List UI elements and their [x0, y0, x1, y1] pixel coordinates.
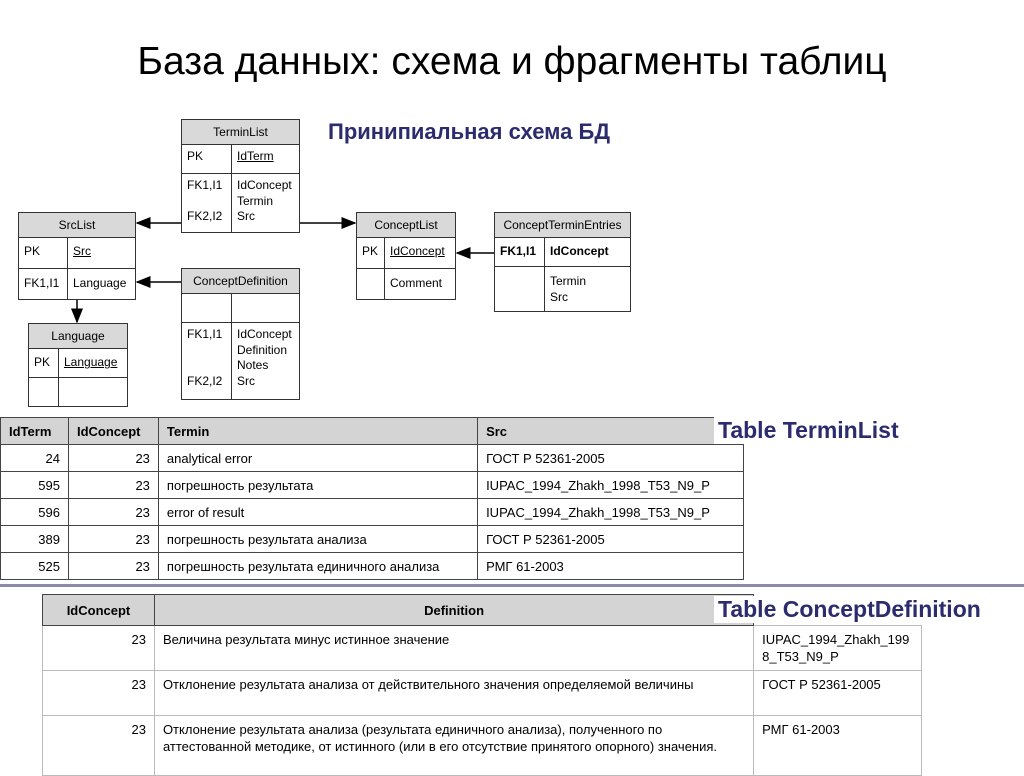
entity-language	[28, 323, 128, 407]
entity-terminlist-field: IdConcept	[237, 178, 292, 192]
entity-srclist-fk-key: FK1,I1	[24, 276, 60, 290]
table-cell: 23	[68, 499, 158, 526]
table-row	[1, 472, 744, 499]
entity-conceptdef-fk1-key: FK1,I1	[187, 327, 223, 341]
entity-language-pk-field: Language	[64, 355, 118, 369]
entity-terminlist-field: Src	[237, 209, 255, 223]
table-row	[1, 499, 744, 526]
table-cell: 24	[1, 445, 69, 472]
table-row	[43, 626, 922, 671]
terminlist-col-header: IdConcept	[68, 418, 158, 445]
divider-line	[0, 584, 1024, 587]
table-cell: Величина результата минус истинное значение	[154, 626, 753, 671]
entity-entries-field: Termin	[550, 274, 587, 288]
table-cell: IUPAC_1994_Zhakh_1998_T53_N9_P	[478, 472, 744, 499]
table-cell: IUPAC_1994_Zhakh_1998_T53_N9_P	[478, 499, 744, 526]
conceptdefinition-table-label: Table ConceptDefinition	[714, 596, 985, 623]
table-cell: 595	[1, 472, 69, 499]
table-cell: ГОСТ Р 52361-2005	[478, 445, 744, 472]
table-cell: IUPAC_1994_Zhakh_1998_T53_N9_P	[754, 626, 922, 671]
entity-conceptlist-field: Comment	[390, 276, 443, 290]
entity-srclist-name: SrcList	[19, 213, 135, 238]
table-cell: Отклонение результата анализа (результата единичного анализа), полученного по аттестованной методике, от истинного (или в его отсутствие принятого опорного) значения.	[154, 716, 753, 776]
table-row	[1, 445, 744, 472]
entity-conceptdefinition	[181, 268, 300, 400]
entity-conceptdef-name: ConceptDefinition	[182, 269, 299, 294]
table-cell: 23	[68, 445, 158, 472]
entity-terminlist-field: Termin	[237, 193, 274, 208]
entity-entries-pk-key: FK1,I1	[500, 244, 537, 258]
entity-concepttermin-entries	[494, 212, 631, 312]
table-cell: 23	[43, 716, 155, 776]
table-cell: Отклонение результата анализа от действительного значения определяемой величины	[154, 671, 753, 716]
terminlist-header-row	[1, 418, 744, 445]
entity-terminlist	[181, 119, 300, 233]
entity-conceptlist-pk-field: IdConcept	[390, 244, 445, 258]
entity-conceptdef-field: IdConcept	[237, 327, 292, 341]
terminlist-col-header: IdTerm	[1, 418, 69, 445]
table-row	[43, 671, 922, 716]
table-cell: 596	[1, 499, 69, 526]
terminlist-col-header: Termin	[158, 418, 477, 445]
table-cell: ГОСТ Р 52361-2005	[478, 526, 744, 553]
entity-conceptdef-field: Notes	[237, 358, 269, 372]
table-row	[1, 526, 744, 553]
table-cell: 23	[68, 472, 158, 499]
table-cell: 23	[43, 626, 155, 671]
table-cell: ГОСТ Р 52361-2005	[754, 671, 922, 716]
entity-srclist-pk-key: PK	[24, 244, 41, 258]
entity-conceptlist-pk-key: PK	[362, 244, 379, 258]
entity-srclist-pk-field: Src	[73, 244, 91, 258]
entity-conceptdef-fk2-key: FK2,I2	[187, 373, 223, 388]
entity-terminlist-fk1-key: FK1,I1	[187, 178, 223, 192]
entity-terminlist-name: TerminList	[182, 120, 299, 145]
entity-terminlist-pk-field: IdTerm	[237, 149, 274, 163]
entity-terminlist-pk-key: PK	[187, 149, 204, 163]
entity-entries-name: ConceptTerminEntries	[495, 213, 630, 238]
table-cell: 389	[1, 526, 69, 553]
conceptdef-col-header: IdConcept	[43, 595, 155, 626]
conceptdef-col-header: Definition	[154, 595, 753, 626]
terminlist-table	[0, 417, 744, 580]
entity-conceptlist	[356, 212, 456, 300]
table-cell: 23	[68, 526, 158, 553]
table-cell: analytical error	[158, 445, 477, 472]
entity-entries-field: Src	[550, 289, 568, 304]
entity-entries-pk-field: IdConcept	[550, 244, 609, 258]
slide-title: База данных: схема и фрагменты таблиц	[137, 40, 887, 83]
table-cell: РМГ 61-2003	[478, 553, 744, 580]
entity-srclist-fk-field: Language	[73, 276, 127, 290]
table-cell: 23	[43, 671, 155, 716]
table-cell: 525	[1, 553, 69, 580]
table-cell: error of result	[158, 499, 477, 526]
table-cell: погрешность результата	[158, 472, 477, 499]
table-cell: 23	[68, 553, 158, 580]
entity-language-name: Language	[29, 324, 127, 349]
terminlist-table-label: Table TerminList	[714, 417, 903, 444]
entity-language-pk-key: PK	[34, 355, 51, 369]
table-row	[43, 716, 922, 776]
schema-subtitle: Принипиальная схема БД	[328, 119, 611, 144]
table-cell: погрешность результата анализа	[158, 526, 477, 553]
table-cell: погрешность результата единичного анализа	[158, 553, 477, 580]
entity-conceptdef-field: Definition	[237, 342, 288, 357]
entity-conceptdef-field: Src	[237, 373, 255, 388]
entity-srclist	[18, 212, 136, 300]
table-row	[1, 553, 744, 580]
table-cell: РМГ 61-2003	[754, 716, 922, 776]
terminlist-col-header: Src	[478, 418, 744, 445]
entity-terminlist-fk2-key: FK2,I2	[187, 209, 223, 223]
entity-conceptlist-name: ConceptList	[357, 213, 455, 238]
